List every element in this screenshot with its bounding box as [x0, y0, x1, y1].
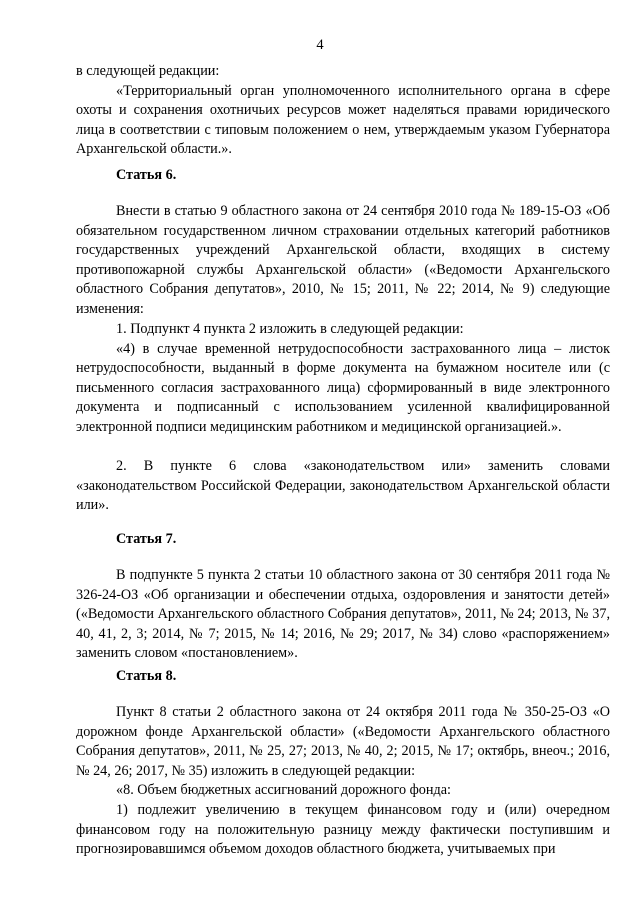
article-7-body	[76, 566, 610, 664]
article-6-item-1-title: 1. Подпункт 4 пункта 2 изложить в следующей редакции:	[116, 321, 464, 337]
article-8-subitem-1: 1) подлежит увеличению в текущем финансовом году и (или) очередном финансовом году на положительную разницу между фактически поступившим и прогнозировавшимся объемом доходов областного бюджета, учитываемых при	[76, 801, 610, 858]
article-6-intro	[76, 202, 610, 320]
article-6-item-2	[76, 457, 610, 516]
article-8-text: Пункт 8 статьи 2 областного закона от 24 октября 2011 года № 350-25-ОЗ «О дорожном фонде Архангельской области» («Ведомости Архангельского областного Собрания депутатов», 2011, № 25, 27; 2013, № 40, 2; 2015, № 17; октябрь, внеоч.; 2016, № 24, 26; 2017, № 35) изложить в следующей редакции:	[76, 704, 610, 779]
article-8-heading: Статья 8.	[116, 668, 177, 684]
article-7-text: В подпункте 5 пункта 2 статьи 10 областного закона от 30 сентября 2011 года № 326-24-ОЗ «Об организации и обеспечении отдыха, оздоровления и занятости детей» («Ведомости Архангельского областного Собрания депутатов», 2011, № 24; 2013, № 37, 40, 41, 2, 3; 2014, № 7; 2015, № 14; 2016, № 29; 2017, № 34) слово «распоряжением» заменить словом «постановлением».	[76, 567, 610, 662]
quoted-paragraph: «Территориальный орган уполномоченного исполнительного органа в сфере охоты и сохранения охотничьих ресурсов может наделяться правами юридического лица в соответствии с типовым положением о нем, утверждаемым указом Губернатора Архангельской области.».	[76, 82, 610, 158]
article-8-item-8: «8. Объем бюджетных ассигнований дорожного фонда:	[116, 782, 451, 799]
article-6-item-1-text: «4) в случае временной нетрудоспособности застрахованного лица – листок нетрудоспособности, выданный в форме документа на бумажном носителе или (с письменного согласия застрахованного лица) сформированный в виде электронного документа и подписанный с использованием усиленной квалифицированной электронной подписи медицинским работником и медицинской организацией.».	[76, 340, 610, 435]
lead-line: в следующей редакции:	[76, 63, 220, 79]
article-6-intro-text: Внести в статью 9 областного закона от 24 сентября 2010 года № 189-15-ОЗ «Об обязательном государственном личном страховании отдельных категорий работников государственных учреждений Архангельской области, входящих в систему противопожарной службы Архангельской области» («Ведомости Архангельского областного Собрания депутатов», 2010, № 15; 2011, № 22; 2014, № 9) следующие изменения:	[76, 203, 610, 317]
article-8-body	[76, 703, 610, 860]
top-fragment	[76, 62, 610, 160]
article-6-item-1	[76, 320, 610, 438]
article-6-item-2-text: 2. В пункте 6 слова «законодательством или» заменить словами «законодательством Российской Федерации, законодательством Архангельской области или».	[76, 458, 610, 514]
page-number: 4	[316, 37, 324, 53]
article-6-heading: Статья 6.	[116, 167, 177, 183]
article-7-heading: Статья 7.	[116, 531, 177, 547]
